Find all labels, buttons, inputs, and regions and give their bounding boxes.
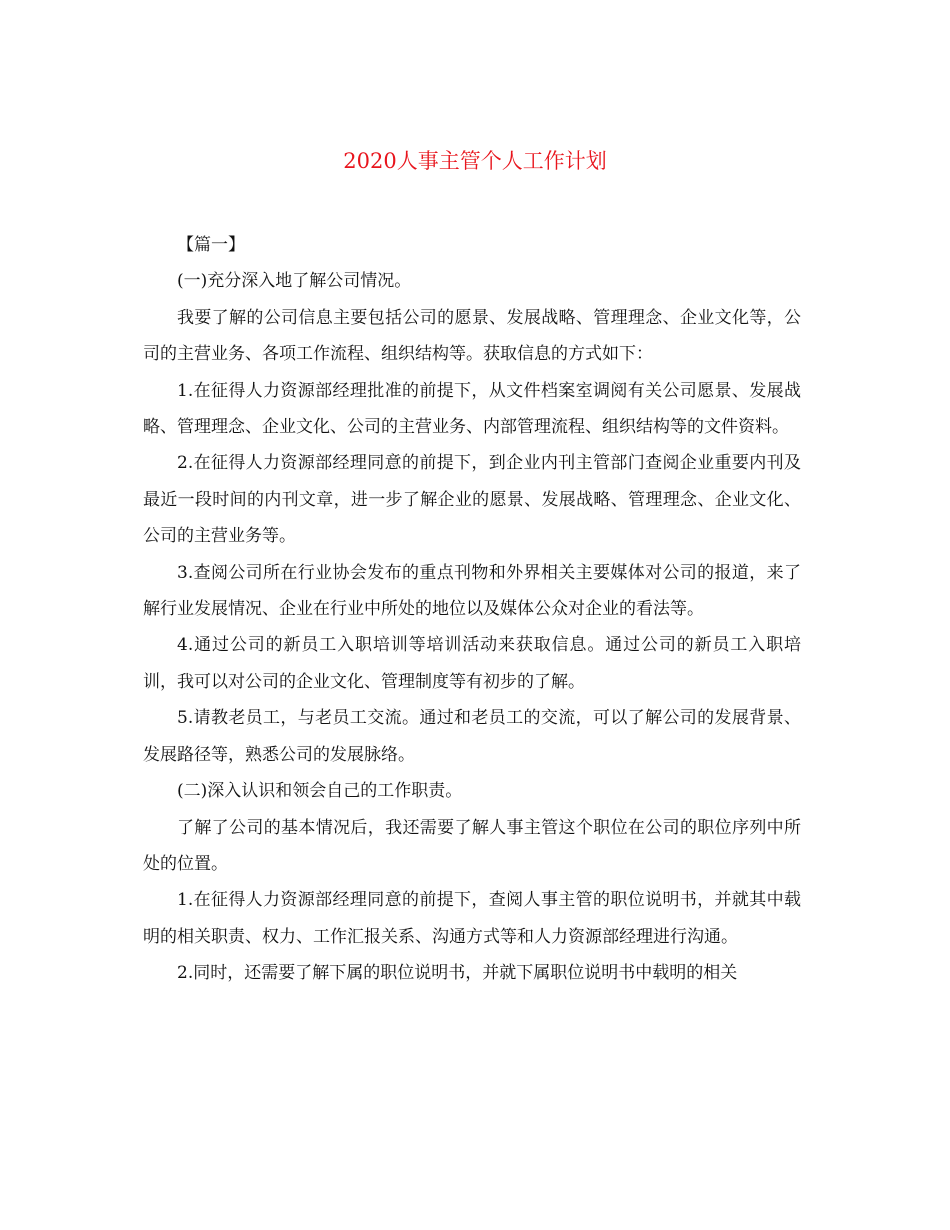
subsection-heading: (一)充分深入地了解公司情况。 <box>177 271 412 292</box>
list-item: 2.同时，还需要了解下属的职位说明书，并就下属职位说明书中载明的相关 <box>177 963 738 984</box>
paragraph: 我要了解的公司信息主要包括公司的愿景、发展战略、管理理念、企业文化等，公司的主营业务、各项工作流程、组织结构等。获取信息的方式如下： <box>143 307 801 365</box>
list-item: 4.通过公司的新员工入职培训等培训活动来获取信息。通过公司的新员工入职培训，我可以对公司的企业文化、管理制度等有初步的了解。 <box>143 635 801 692</box>
list-item: 3.查阅公司所在行业协会发布的重点刊物和外界相关主要媒体对公司的报道，来了解行业发展情况、企业在行业中所处的地位以及媒体公众对企业的看法等。 <box>143 562 801 620</box>
section-heading: 【篇一】 <box>177 235 245 255</box>
subsection-heading: (二)深入认识和领会自己的工作职责。 <box>177 781 463 802</box>
list-item: 2.在征得人力资源部经理同意的前提下，到企业内刊主管部门查阅企业重要内刊及最近一段时间的内刊文章，进一步了解企业的愿景、发展战略、管理理念、企业文化、公司的主营业务等。 <box>143 453 801 547</box>
document-body <box>143 227 801 992</box>
list-item: 1.在征得人力资源部经理同意的前提下，查阅人事主管的职位说明书，并就其中载明的相关职责、权力、工作汇报关系、沟通方式等和人力资源部经理进行沟通。 <box>143 890 801 947</box>
list-item: 1.在征得人力资源部经理批准的前提下，从文件档案室调阅有关公司愿景、发展战略、管理理念、企业文化、公司的主营业务、内部管理流程、组织结构等的文件资料。 <box>143 380 801 438</box>
document-title: 2020人事主管个人工作计划 <box>343 149 607 173</box>
list-item: 5.请教老员工，与老员工交流。通过和老员工的交流，可以了解公司的发展背景、发展路径等，熟悉公司的发展脉络。 <box>143 708 801 765</box>
paragraph: 了解了公司的基本情况后，我还需要了解人事主管这个职位在公司的职位序列中所处的位置。 <box>143 817 801 874</box>
